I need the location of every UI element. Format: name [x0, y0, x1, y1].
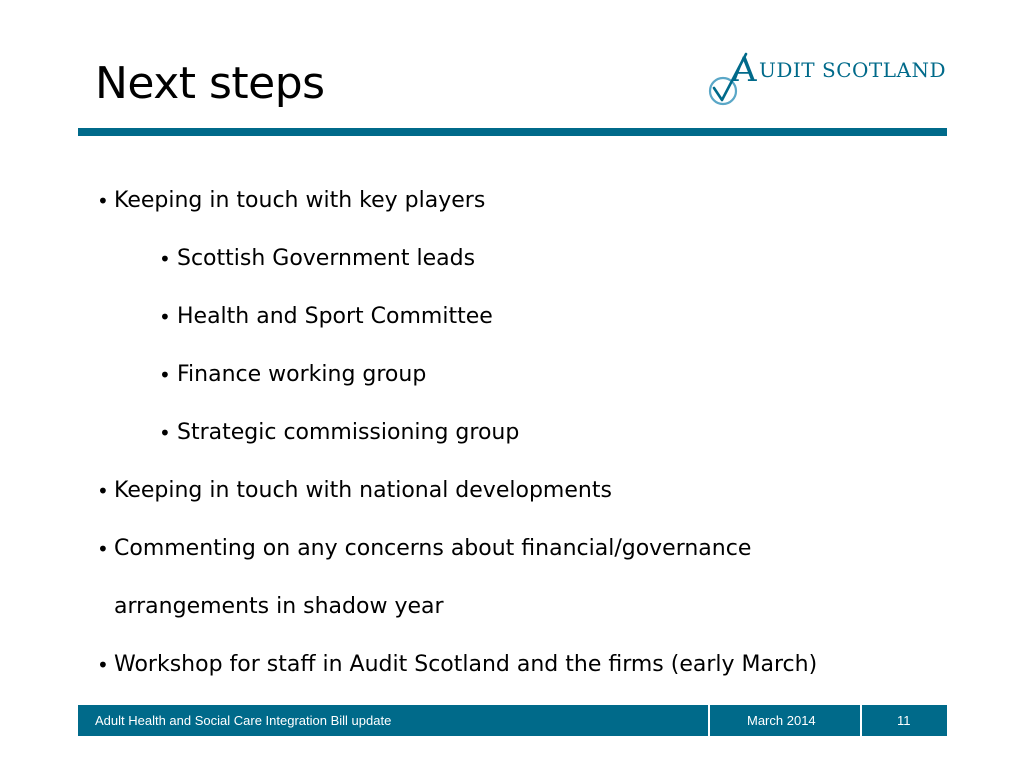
slide-footer [78, 705, 947, 736]
bullet-item [0, 520, 1024, 578]
bullet-text: Keeping in touch with key players [114, 188, 486, 213]
bullet-dot: • [159, 305, 171, 329]
bullet-item [0, 172, 1024, 230]
footer-presentation-title: Adult Health and Social Care Integration Bill update [95, 713, 392, 728]
sub-bullet-item [0, 346, 1024, 404]
bullet-text: Workshop for staff in Audit Scotland and the firms (early March) [114, 652, 818, 677]
logo-initial: A [732, 50, 757, 90]
bullet-list [0, 172, 1024, 694]
bullet-text: Keeping in touch with national developments [114, 478, 612, 503]
bullet-dot: • [97, 653, 109, 677]
footer-date: March 2014 [747, 713, 816, 728]
footer-divider [860, 705, 862, 736]
bullet-dot: • [159, 421, 171, 445]
bullet-dot: • [159, 363, 171, 387]
bullet-text: Commenting on any concerns about financial/governance [114, 536, 752, 561]
sub-bullet-item [0, 288, 1024, 346]
bullet-dot: • [97, 537, 109, 561]
bullet-dot: • [159, 247, 171, 271]
sub-bullet-item [0, 230, 1024, 288]
title-divider [78, 128, 947, 136]
footer-divider [708, 705, 710, 736]
bullet-text: Scottish Government leads [177, 246, 476, 271]
audit-scotland-logo [706, 48, 951, 110]
bullet-text: Finance working group [177, 362, 427, 387]
bullet-dot: • [97, 189, 109, 213]
bullet-item [0, 636, 1024, 694]
bullet-item [0, 462, 1024, 520]
bullet-text: Health and Sport Committee [177, 304, 493, 329]
bullet-continuation [0, 578, 1024, 636]
footer-page-number: 11 [897, 713, 911, 728]
bullet-text: Strategic commissioning group [177, 420, 520, 445]
logo-wordmark: UDIT SCOTLAND [759, 58, 946, 82]
sub-bullet-item [0, 404, 1024, 462]
bullet-dot: • [97, 479, 109, 503]
bullet-text: arrangements in shadow year [114, 594, 444, 619]
slide-title: Next steps [95, 58, 325, 109]
